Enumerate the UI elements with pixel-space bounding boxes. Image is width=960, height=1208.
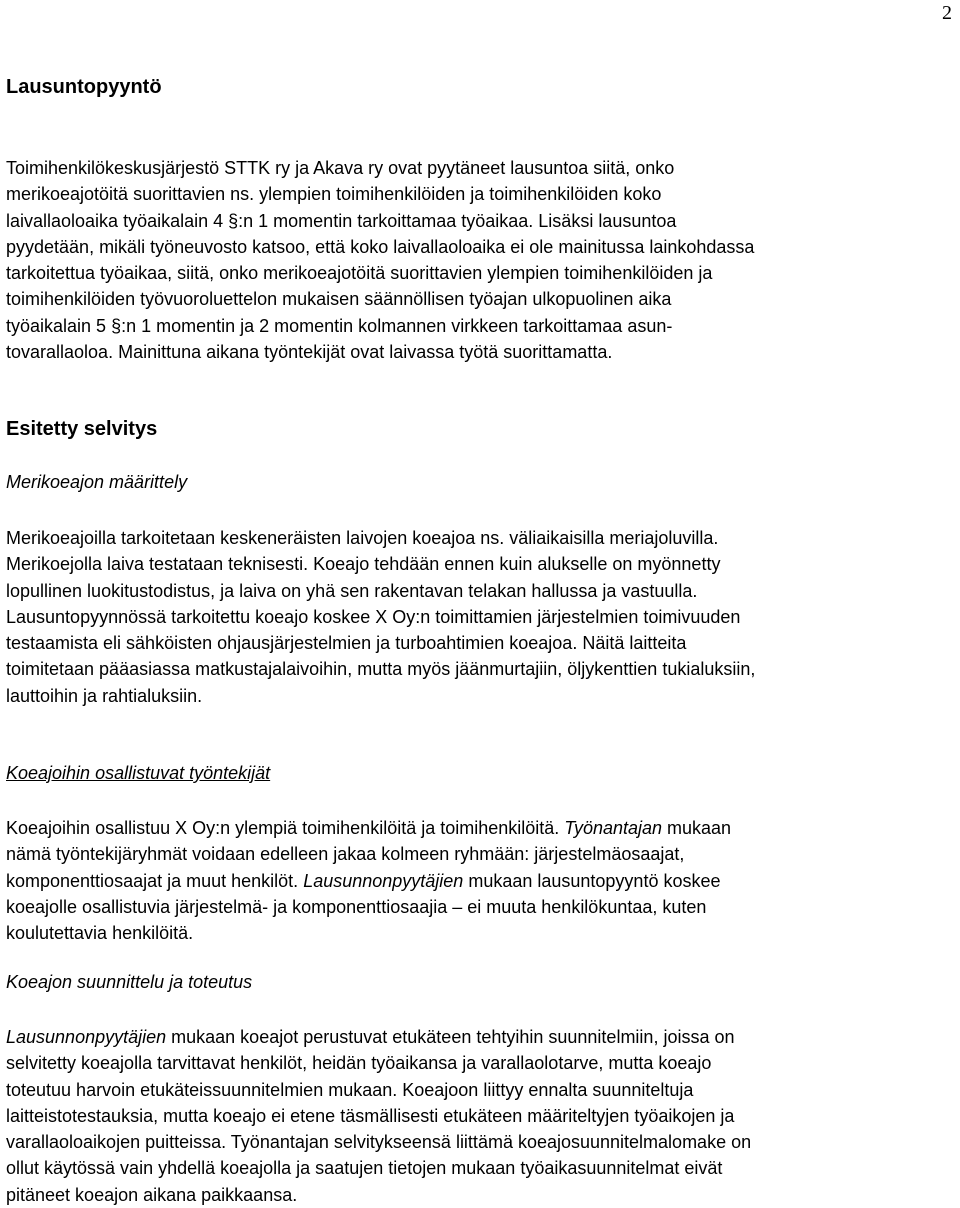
text-line: Toimihenkilökeskusjärjestö STTK ry ja Akava ry ovat pyytäneet lausuntoa siitä, onko <box>6 158 675 178</box>
subheading-koeajon-suunnittelu: Koeajon suunnittelu ja toteutus <box>6 972 253 992</box>
text-line: lopullinen luokitustodistus, ja laiva on yhä sen rakentavan telakan hallussa ja vastuulla. <box>6 580 698 601</box>
text-line: selvitetty koeajolla tarvittavat henkilöt, heidän työaikansa ja varallaolotarve, mutta koeajo <box>6 1053 712 1074</box>
text-line: laivallaoloaika työaikalain 4 §:n 1 momentin tarkoittamaa työaikaa. Lisäksi lausuntoa <box>6 210 677 231</box>
text-line: tarkoitettua työaikaa, siitä, onko merikoeajotöitä suorittavien ylempien toimihenkilöiden ja <box>6 263 713 284</box>
text-line: Lausuntopyynnössä tarkoitettu koeajo koskee X Oy:n toimittamien järjestelmien toimivuuden <box>6 606 741 627</box>
text-line: testaamista eli sähköisten ohjausjärjestelmien ja turboahtimien koeajoa. Näitä laitteita <box>6 633 687 654</box>
text-line: toimihenkilöiden työvuoroluettelon mukaisen säännöllisen työajan ulkopuolinen aika <box>6 289 672 310</box>
text-line: Lausunnonpyytäjien mukaan koeajot perustuvat etukäteen tehtyihin suunnitelmiin, joissa on <box>6 1027 735 1047</box>
text-line: lauttoihin ja rahtialuksiin. <box>6 685 203 706</box>
merikoeajo-paragraph <box>6 525 956 709</box>
text-line: koulutettavia henkilöitä. <box>6 923 194 944</box>
text-line: Merikoejolla laiva testataan teknisesti. Koeajo tehdään ennen kuin alukselle on myönnetty <box>6 554 721 575</box>
text-line: pyydetään, mikäli työneuvosto katsoo, että koko laivallaoloaika ei ole mainitussa lainkohdassa <box>6 236 755 257</box>
text-line: laitteistotestauksia, mutta koeajo ei etene täsmällisesti etukäteen määriteltyjen työaikojen ja <box>6 1105 735 1126</box>
text-line: pitäneet koeajon aikana paikkaansa. <box>6 1184 298 1205</box>
page-number: 2 <box>942 2 952 24</box>
text-line: tovarallaoloa. Mainittuna aikana työntekijät ovat laivassa työtä suorittamatta. <box>6 342 613 363</box>
text-line: työaikalain 5 §:n 1 momentin ja 2 momentin kolmannen virkkeen tarkoittamaa asun- <box>6 315 673 336</box>
text-line: ollut käytössä vain yhdellä koeajolla ja saatujen tietojen mukaan työaikasuunnitelmat eivät <box>6 1158 723 1179</box>
document-title: Lausuntopyyntö <box>6 76 162 98</box>
text-line: toimitetaan pääasiassa matkustajalaivoihin, mutta myös jäänmurtajiin, öljykenttien tukialuksiin, <box>6 659 756 680</box>
text-line: merikoeajotöitä suorittavien ns. ylempien toimihenkilöiden ja toimihenkilöiden koko <box>6 184 662 205</box>
text-line: komponenttiosaajat ja muut henkilöt. Lausunnonpyytäjien mukaan lausuntopyyntö koskee <box>6 870 721 891</box>
subheading-merikoeajon: Merikoeajon määrittely <box>6 472 188 492</box>
text-line: varallaoloaikojen puitteissa. Työnantajan selvitykseensä liittämä koeajosuunnitelmalomake on <box>6 1132 752 1153</box>
emphasis: Lausunnonpyytäjien <box>303 870 464 891</box>
text-line: toteutuu harvoin etukäteissuunnitelmien mukaan. Koeajoon liittyy ennalta suunniteltuja <box>6 1079 694 1100</box>
intro-paragraph <box>6 155 956 365</box>
section-heading: Esitetty selvitys <box>6 418 158 440</box>
emphasis: Työnantajan <box>564 818 663 838</box>
text-line: koeajolle osallistuvia järjestelmä- ja komponenttiosaajia – ei muuta henkilökuntaa, kuten <box>6 896 707 917</box>
text-line: nämä työntekijäryhmät voidaan edelleen jakaa kolmeen ryhmään: järjestelmäosaajat, <box>6 844 685 865</box>
emphasis: Lausunnonpyytäjien <box>6 1027 167 1047</box>
osallistujat-paragraph <box>6 815 956 946</box>
text-line: Merikoeajoilla tarkoitetaan keskeneräisten laivojen koeajoa ns. väliaikaisilla meriajoluvilla. <box>6 528 719 548</box>
subheading-koeajoihin: Koeajoihin osallistuvat työntekijät <box>6 763 271 783</box>
text-line: Koeajoihin osallistuu X Oy:n ylempiä toimihenkilöitä ja toimihenkilöitä. Työnantajan mukaan <box>6 818 732 838</box>
suunnittelu-paragraph <box>6 1024 956 1208</box>
